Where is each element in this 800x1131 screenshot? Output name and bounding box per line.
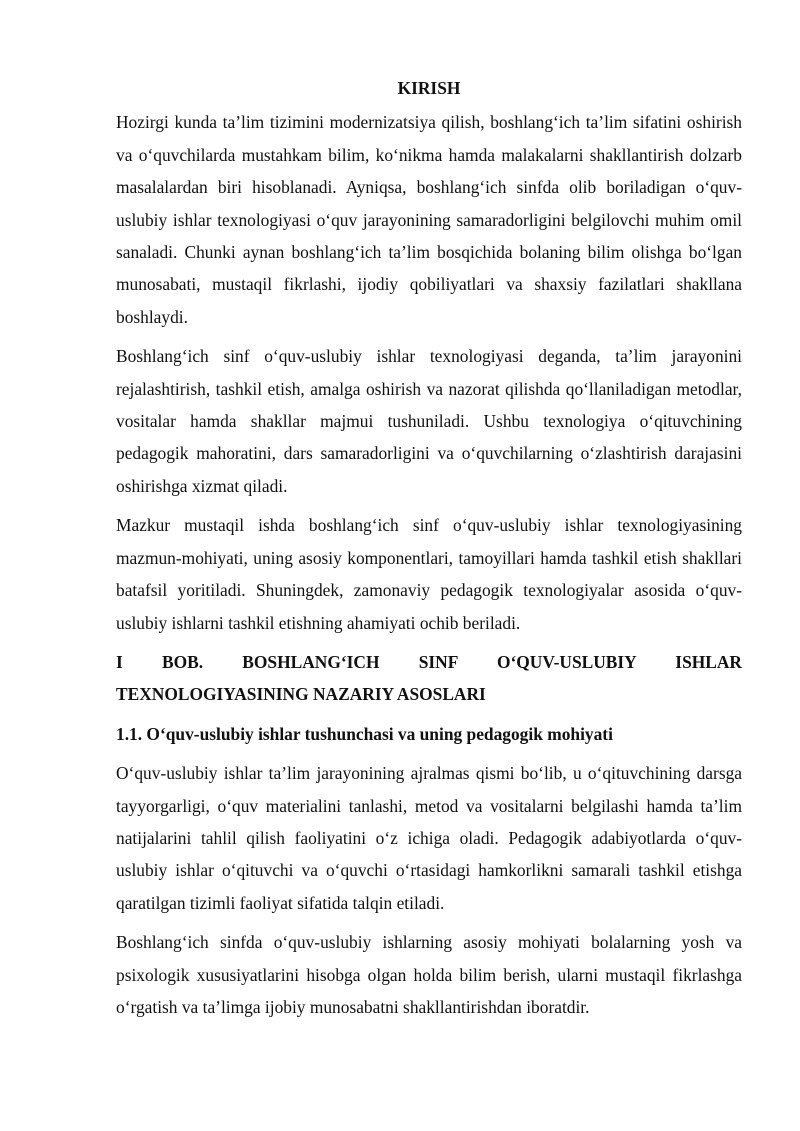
chapter-heading: I BOB. BOSHLANG‘ICH SINF O‘QUV-USLUBIY ISHLAR TEXNOLOGIYASINING NAZARIY ASOSLARI xyxy=(116,651,742,705)
document-page xyxy=(116,72,742,1030)
section-paragraph-2: Boshlang‘ich sinfda o‘quv-uslubiy ishlarning asosiy mohiyati bolalarning yosh va psixologik xususiyatlarini hisobga olgan holda bilim berish, ularni mustaqil fikrlashga o‘rgatish va ta’limga ijobiy munosabatni shakllantirishdan iboratdir. xyxy=(116,932,742,1017)
intro-paragraph-1: Hozirgi kunda ta’lim tizimini modernizatsiya qilish, boshlang‘ich ta’lim sifatini oshirish va o‘quvchilarda mustahkam bilim, ko‘nikma hamda malakalarni shakllantirish dolzarb masalalardan biri hisoblanadi. Ayniqsa, boshlang‘ich sinfda olib boriladigan o‘quv-uslubiy ishlar texnologiyasi o‘quv jarayonining samaradorligini belgilovchi muhim omil sanaladi. Chunki aynan boshlang‘ich ta’lim bosqichida bolaning bilim olishga bo‘lgan munosabati, mustaqil fikrlashi, ijodiy qobiliyatlari va shaxsiy fazilatlari shakllana boshlaydi. xyxy=(116,112,742,327)
intro-paragraph-2: Boshlang‘ich sinf o‘quv-uslubiy ishlar texnologiyasi deganda, ta’lim jarayonini rejalashtirish, tashkil etish, amalga oshirish va nazorat qilishda qo‘llaniladigan metodlar, vositalar hamda shakllar majmui tushuniladi. Ushbu texnologiya o‘qituvchining pedagogik mahoratini, dars samaradorligini va o‘quvchilarning o‘zlashtirish darajasini oshirishga xizmat qiladi. xyxy=(116,346,742,496)
section-heading: 1.1. O‘quv-uslubiy ishlar tushunchasi va uning pedagogik mohiyati xyxy=(116,723,613,744)
section-paragraph-1: O‘quv-uslubiy ishlar ta’lim jarayonining ajralmas qismi bo‘lib, u o‘qituvchining darsga tayyorgarligi, o‘quv materialini tanlashi, metod va vositalarni belgilashi hamda ta’lim natijalarini tahlil qilish faoliyatini o‘z ichiga oladi. Pedagogik adabiyotlarda o‘quv-uslubiy ishlar o‘qituvchi va o‘quvchi o‘rtasidagi hamkorlikni samarali tashkil etishga qaratilgan tizimli faoliyat sifatida talqin etiladi. xyxy=(116,763,742,913)
document-title: KIRISH xyxy=(397,78,461,98)
intro-paragraph-3: Mazkur mustaqil ishda boshlang‘ich sinf o‘quv-uslubiy ishlar texnologiyasining mazmun-mohiyati, uning asosiy komponentlari, tamoyillari hamda tashkil etish shakllari batafsil yoritiladi. Shuningdek, zamonaviy pedagogik texnologiyalar asosida o‘quv-uslubiy ishlarni tashkil etishning ahamiyati ochib beriladi. xyxy=(116,515,742,633)
